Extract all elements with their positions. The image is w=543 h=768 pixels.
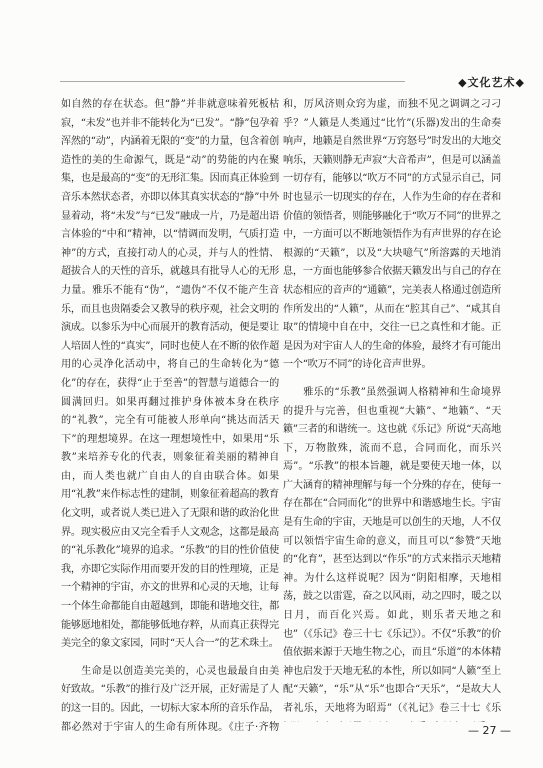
body-paragraph: 如自然的存在状态。但“静”并非就意味着死板枯寂，“未发”也并非不能转化为“已发”。“静”包孕着浑然的“动”，内涵着无限的“变”的力量，包含着创造性的美的生命源气，既是“动”的势能的内在聚集，也是最高的“变”的无形汇集。因而真正体验到音乐本然状态者，亦即以体其真实状态的“静”中外显着动，将“未发”与“已发”融成一片，乃是超出语言体验的“中和”精神，以“情调而发明，气质打造神”的方式，直接打动人的心灵，并与人的性情、超拔合人的天性的音乐，就越具有批导人心的无形力量。雅乐不能有“伪”，“遗伪”不仅不能产生音乐，而且也贵隔委会又教导的秩序观，社会文明的演成。以参乐为中心而展开的教育活动，便是要让人培固人性的“真实”，同时也使人在不断的依作超用的心灵净化活动中，将自己的生命转化为“德化”的存在，获得“止于至善”的智慧与道德合一的圆满回归。如果再翻过推护身体被本身在秩序的“礼教”，完全有可能被人形单向“挑达而活天下”的理想境界。在这一理想境性中，如果用“乐教”来培养专化的代表，则象征着美丽的精神自由，而人类也就广自由人的自由联合体。如果用“礼教”来作标志性的建制，则象征着超高的教育化文明，或者说人类已进入了无限和谐的政治化世界。现实极应由又完全看手人文观念，这都是最高的“礼乐教化”境界的追求。“乐教”的目的性价值使我，亦即它实际作用而要开发的目的性理境，正是一个精神的宇宙，亦文的世界和心灵的天地，让每一个体生命都能自由超越到，即能和谐地交往，都能够愿地相处，都能够低地存粹，从而真正获得完美完全的象文家园，同时“天人合一”的艺术珠土。 [61,99,279,650]
body-paragraph: 和，厉风济则众窍为虚，而独不见之调调之刁刁乎？”人籁是人类通过“比竹”(乐器)发出的生命奏响声，地籁是自然世界“万窍怒号”时发出的大地交响乐，天籁则静无声寂“大音希声”，但是可以涵盖一切存有，能够以“吹万不同”的方式显示自己，同时也显示一切现实的存在，人作为生命的存在者和价值的领悟者，则能够融化于“吹万不同”的世界之中，一方面可以不断地领悟作为有声世界的存在论根源的“天籁”，以及“大块噫气”所溶露的天地消息，一方面也能够参合依据天籁发出与自己的存在状态相应的音声的“通籁”，完美表人格通过创造所作所发出的“人籁”，从而在“腔其自己”、“咸其自取”的情境中自在中，交往一已之真性和才能。正是因为对宇宙人人的生命的体验，最终才有可能出一个“吹万不同”的诗化音声世界。 [283,99,501,371]
page-number: — 27 — [468,724,511,737]
section-title: ◆文化艺术◆ [454,74,525,90]
running-header [60,74,525,88]
body-paragraph: 生命是以创造美完美的，心灵也最最自由美好致故。“乐教”的推行及广泛开展，正好需是了人的这一目的。因此，一切标大家本所的音乐作品，都必然对于宇宙人的生命有所体现。《庄子·齐物 [61,665,279,733]
body-paragraph: 雅乐的“乐教”虽然强调人格精神和生命境界的提升与完善，但也重视“大籁”、“地籁”、“天籁”三者的和谐统一。这也就《乐记》所说“天高地下，万物散殊，流而不息，合同而化，而乐兴焉”。“乐教”的根本旨趣，就是要使天地一体，以广大涵育的精神理解与每一个分殊的存在，使每一存在都在“合同而化”的世界中和谐感地生长。宇宙是有生命的宇宙，天地是可以创生的天地，人不仅可以领悟宇宙生命的意义，而且可以“参赞”天地的“化育”，甚至达到以“作乐”的方式来指示天地精神。为什么这样说呢？因为“阴阳相摩，天地相荡，鼓之以雷霆，奋之以风雨，动之四时，暖之以日月，而百化兴焉。如此，则乐者天地之和也”（《乐记》卷三十七《乐记》）。不仅“乐教”的价值依据来源于天地生物之心，而且“乐道”的本体精神也启发于天地无私的本性，所以如同“人籁”至上配“天籁”，“乐”从“乐”也即合“天乐”，“是故大人者礼乐，天地将为昭焉”（《礼记》卷三十七《乐 [283,386,501,714]
left-column [61,96,279,736]
header-rule [60,81,405,82]
right-column [283,96,501,722]
